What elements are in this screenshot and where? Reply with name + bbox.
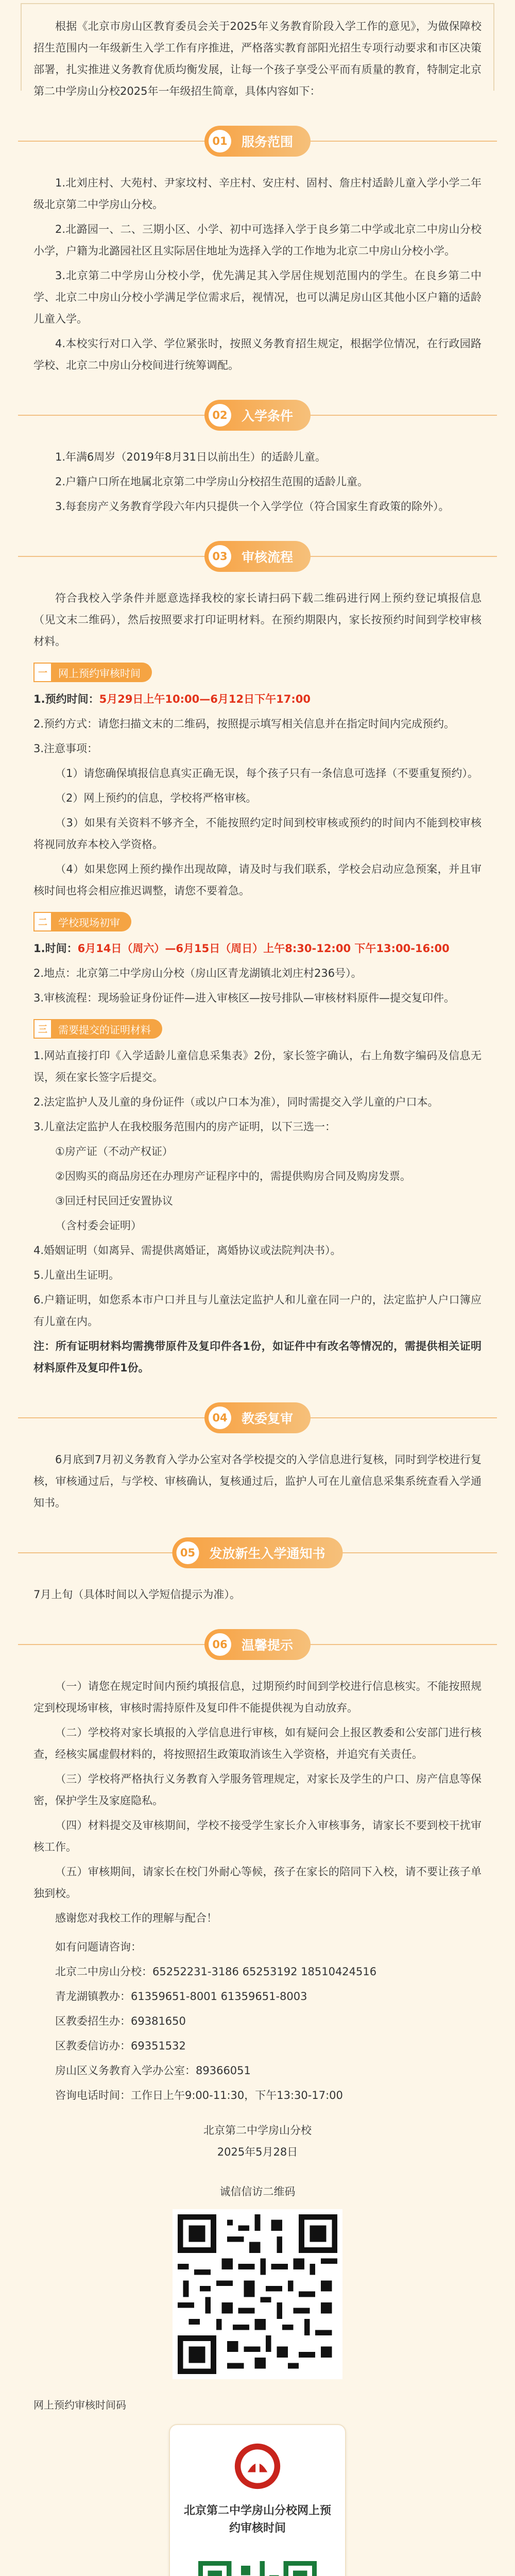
contact-block (33, 1936, 482, 2106)
material-3a: ①房产证（不动产权证） (55, 1145, 173, 1158)
section-title: 发放新生入学通知书 (209, 1546, 325, 1561)
section-header-notice (33, 1537, 482, 1568)
condition-item-2: 2.户籍户口所在地属北京第二中学房山分校招生范围的适龄儿童。 (55, 476, 369, 488)
tip-5: （五）审核期间，请家长在校门外耐心等候，孩子在家长的陪同下入校，请不要让孩子单独到校。 (33, 1866, 482, 1900)
note-4: （4）如果您网上预约操作出现故障，请及时与我们联系，学校会启动应急预案，并且审核时间也将会相应推迟调整，请您不要着急。 (33, 863, 482, 897)
material-3c: ③回迁村民回迁安置协议 (55, 1195, 173, 1207)
tag-marker: 二 (33, 912, 52, 931)
tag-marker: 三 (33, 1019, 52, 1039)
content (33, 15, 482, 2576)
section-title: 教委复审 (241, 1411, 294, 1426)
booking-poster[interactable] (169, 2424, 346, 2576)
section-header-range (33, 126, 482, 157)
tag-label: 学校现场初审 (58, 916, 120, 929)
qr-code-image[interactable] (173, 2209, 342, 2379)
section-title: 温馨提示 (241, 1638, 294, 1653)
flow-intro: 符合我校入学条件并愿意选择我校的家长请扫码下载二维码进行网上预约登记填报信息（见文末二维码），然后按照要求打印证明材料。在预约期限内，家长按预约时间到学校审核材料。 (33, 592, 482, 648)
footnote-text: 注：所有证明材料均需携带原件及复印件各1份，如证件中有改名等情况的，需提供相关证明材料原件及复印件1份。 (33, 1340, 482, 1374)
onsite-location: 2.地点：北京第二中学房山分校（房山区青龙湖镇北刘庄村236号）。 (33, 967, 362, 979)
booking-method: 2.预约方式：请您扫描文末的二维码，按照提示填写相关信息并在指定时间内完成预约。 (33, 718, 455, 730)
section-number: 01 (209, 130, 231, 152)
onsite-time-value: 6月14日（周六）—6月15日（周日）上午8:30-12:00 下午13:00-16:00 (77, 942, 450, 955)
contact-title: 如有问题请咨询： (55, 1941, 142, 1953)
material-5: 5.儿童出生证明。 (33, 1269, 120, 1281)
tag-label: 需要提交的证明材料 (58, 1023, 151, 1036)
condition-item-1: 1.年满6周岁（2019年8月31日以前出生）的适龄儿童。 (55, 451, 326, 463)
range-item-1: 1.北刘庄村、大苑村、尹家坟村、辛庄村、安庄村、固村、詹庄村适龄儿童入学小学二年级北京第二中学房山分校。 (33, 177, 482, 211)
condition-item-3: 3.每套房产义务教育学段六年内只提供一个入学学位（符合国家生育政策的除外）。 (55, 500, 450, 513)
section-header-review (33, 1402, 482, 1433)
section-number: 04 (209, 1406, 231, 1429)
signature-date: 2025年5月28日 (217, 2146, 298, 2158)
material-2: 2.法定监护人及儿童的身份证件（或以户口本为准），同时需提交入学儿童的户口本。 (33, 1096, 439, 1108)
poster-title: 北京第二中学房山分校网上预约审核时间 (183, 2504, 331, 2535)
section-header-flow (33, 541, 482, 572)
subsection-tag-online (33, 663, 152, 682)
subsection-tag-onsite (33, 912, 131, 931)
mini-program-code-icon (198, 2561, 317, 2576)
section-pill (204, 1402, 311, 1433)
contact-line-6: 咨询电话时间：工作日上午9:00-11:30，下午13:30-17:00 (55, 2089, 343, 2102)
review-paragraph: 6月底到7月初义务教育入学办公室对各学校提交的入学信息进行复核，同时到学校进行复核，审核通过后，与学校、审核确认，复核通过后，监护人可在儿童信息采集系统查看入学通知书。 (33, 1453, 482, 1509)
material-3d: （含村委会证明） (55, 1219, 142, 1232)
section-pill (204, 541, 311, 572)
material-3b: ②因购买的商品房还在办理房产证程序中的，需提供购房合同及购房发票。 (55, 1170, 411, 1182)
contact-line-1: 北京二中房山分校：65252231-3186 65253192 18510424516 (55, 1965, 377, 1978)
intro-paragraph: 根据《北京市房山区教育委员会关于2025年义务教育阶段入学工作的意见》，为做保障校招生范围内一年级新生入学工作有序推进，严格落实教育部阳光招生专项行动要求和市区决策部署，扎实推进义务教育优质均衡发展，让每一个孩子享受公平而有质量的教育，特制定北京第二中学房山分校2025年一年级招生简章，具体内容如下： (33, 20, 482, 97)
onsite-time (33, 938, 482, 959)
tag-marker: 一 (33, 663, 52, 682)
section-pill (204, 126, 311, 157)
poster-qr[interactable] (198, 2561, 317, 2576)
contact-line-2: 青龙湖镇教办：61359651-8001 61359651-8003 (55, 1990, 307, 2003)
section-pill (204, 400, 311, 431)
signature-school: 北京第二中学房山分校 (203, 2124, 312, 2137)
qr-code-icon (178, 2214, 337, 2374)
range-item-4: 4.本校实行对口入学、学位紧张时，按照义务教育招生规定，根据学位情况，在行政园路学校、北京二中房山分校间进行统筹调配。 (33, 337, 482, 371)
signature-block (33, 2120, 482, 2163)
section-title: 审核流程 (241, 550, 294, 565)
booking-time (33, 688, 482, 710)
section-title: 服务范围 (241, 134, 294, 149)
material-4: 4.婚姻证明（如离异、需提供离婚证，离婚协议或法院判决书）。 (33, 1244, 341, 1257)
onsite-time-label: 1.时间： (33, 942, 78, 955)
section-pill (204, 1629, 311, 1660)
left-border (21, 3, 22, 91)
booking-time-label: 1.预约时间： (33, 693, 99, 705)
note-1: （1）请您确保填报信息真实正确无误，每个孩子只有一条信息可选择（不要重复预约）。 (55, 767, 478, 779)
section-header-tips (33, 1629, 482, 1660)
note-2: （2）网上预约的信息，学校将严格审核。 (55, 792, 257, 804)
school-logo-icon (233, 2442, 282, 2491)
right-border (493, 3, 494, 91)
material-footnote (33, 1335, 482, 1379)
notes-heading: 3.注意事项： (33, 742, 98, 755)
tip-2: （二）学校将对家长填报的入学信息进行审核，如有疑问会上报区教委和公安部门进行核查，经核实属虚假材料的，将按照招生政策取消该生入学资格，并追究有关责任。 (33, 1726, 482, 1760)
range-item-3: 3.北京第二中学房山分校小学，优先满足其入学居住规划范围内的学生。在良乡第二中学、北京二中房山分校小学满足学位需求后，视情况，也可以满足房山区其他小区户籍的适龄儿童入学。 (33, 269, 482, 325)
tip-thanks: 感谢您对我校工作的理解与配合！ (55, 1912, 217, 1924)
section-pill (172, 1537, 342, 1568)
section-number: 03 (209, 545, 231, 568)
range-item-2: 2.北潞园一、二、三期小区、小学、初中可选择入学于良乡第二中学或北京二中房山分校小学，户籍为北潞园社区且实际居住地址为选择入学的工作地为北京二中房山分校小学。 (33, 223, 482, 257)
tip-3: （三）学校将严格执行义务教育入学服务管理规定，对家长及学生的户口、房产信息等保密，保护学生及家庭隐私。 (33, 1773, 482, 1807)
section-number: 02 (209, 404, 231, 427)
material-6: 6.户籍证明，如您系本市户口并且与儿童法定监护人和儿童在同一户的，法定监护人户口簿应有儿童在内。 (33, 1294, 482, 1328)
top-border (21, 3, 494, 4)
booking-time-value: 5月29日上午10:00—6月12日下午17:00 (99, 693, 311, 705)
section-number: 05 (176, 1541, 199, 1564)
subsection-tag-materials (33, 1019, 162, 1039)
section-title: 入学条件 (241, 409, 294, 423)
material-1: 1.网站直接打印《入学适龄儿童信息采集表》2份，家长签字确认，右上角数字编码及信息无误，须在家长签字后提交。 (33, 1049, 482, 1083)
contact-line-3: 区教委招生办：69381650 (55, 2015, 186, 2027)
tip-4: （四）材料提交及审核期间，学校不接受学生家长介入审核事务，请家长不要到校干扰审核工作。 (33, 1819, 482, 1853)
contact-line-4: 区教委信访办：69351532 (55, 2040, 186, 2052)
material-3: 3.儿童法定监护人在我校服务范围内的房产证明，以下三选一： (33, 1121, 336, 1133)
qr2-caption: 网上预约审核时间码 (33, 2399, 126, 2411)
section-header-conditions (33, 400, 482, 431)
tag-label: 网上预约审核时间 (58, 667, 141, 680)
qr1-caption: 诚信信访二维码 (219, 2185, 296, 2198)
onsite-process: 3.审核流程：现场验证身份证件—进入审核区—按号排队—审核材料原件—提交复印件。 (33, 992, 455, 1004)
note-3: （3）如果有关资料不够齐全，不能按照约定时间到校审核或预约的时间内不能到校审核将视同放弃本校入学资格。 (33, 817, 482, 851)
contact-line-5: 房山区义务教育入学办公室：89366051 (55, 2064, 251, 2077)
tip-1: （一）请您在规定时间内预约填报信息，过期预约时间到学校进行信息核实。不能按照规定到校现场审核，审核时需持原件及复印件不能提供视为自动放弃。 (33, 1680, 482, 1714)
notice-paragraph: 7月上旬（具体时间以入学短信提示为准）。 (33, 1588, 241, 1601)
section-number: 06 (209, 1633, 231, 1656)
